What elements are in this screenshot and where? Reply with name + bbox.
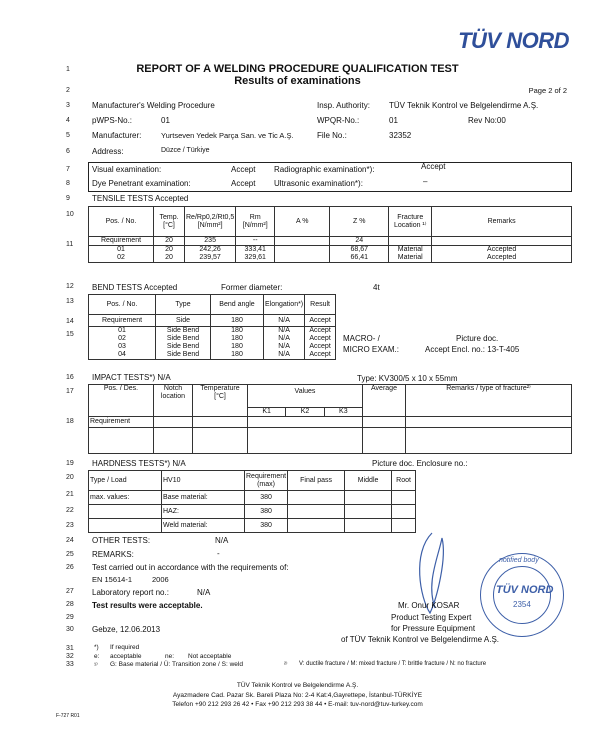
tensile-header-remarks: Remarks bbox=[432, 207, 572, 237]
place-date: Gebze, 12.06.2013 bbox=[92, 625, 161, 634]
line-number: 30 bbox=[66, 626, 74, 633]
cell: 02 bbox=[89, 335, 156, 343]
hardness-header-hv: HV10 bbox=[162, 471, 245, 491]
cell: Material bbox=[389, 254, 432, 263]
cell: 333,41 bbox=[236, 246, 275, 255]
cell: 242,26 bbox=[185, 246, 236, 255]
tensile-header-a: A % bbox=[275, 207, 330, 237]
lab-report-value: N/A bbox=[197, 588, 211, 597]
tensile-header-re: Re/Rp0,2/Rt0,5 [N/mm²] bbox=[185, 207, 236, 237]
line-number: 8 bbox=[66, 180, 70, 187]
footnote-marker: *) bbox=[94, 644, 99, 651]
stamp-number: 2354 bbox=[513, 600, 531, 609]
line-number: 1 bbox=[66, 66, 70, 73]
pwps-label: pWPS-No.: bbox=[92, 116, 133, 125]
impact-header-temp: Temperature [°C] bbox=[193, 385, 248, 417]
tensile-header-pos: Pos. / No. bbox=[89, 207, 154, 237]
k3-label: K3 bbox=[324, 408, 362, 416]
remarks-value: - bbox=[217, 549, 220, 558]
cell: Accepted bbox=[432, 246, 572, 255]
footer-company: TÜV Teknik Kontrol ve Belgelendirme A.Ş. bbox=[236, 682, 359, 689]
insp-authority-value: TÜV Teknik Kontrol ve Belgelendirme A.Ş. bbox=[389, 101, 539, 110]
line-number: 33 bbox=[66, 661, 74, 668]
tensile-table bbox=[88, 206, 572, 263]
cell: 180 bbox=[211, 315, 264, 327]
footnote-text: V: ductile fracture / M: mixed fracture / T: brittle fracture / N: no fracture bbox=[299, 661, 487, 667]
rev-no: Rev No:00 bbox=[468, 116, 506, 125]
impact-header-average: Average bbox=[363, 385, 406, 417]
form-code: F-727 R01 bbox=[56, 713, 80, 719]
footnote-marker: e: bbox=[94, 653, 100, 660]
line-number: 24 bbox=[66, 537, 74, 544]
cell: HAZ: bbox=[162, 505, 245, 519]
line-number: 13 bbox=[66, 298, 74, 305]
impact-header-pos: Pos. / Des. bbox=[89, 385, 154, 417]
accept-enclosure: Accept Encl. no.: 13-T-405 bbox=[425, 345, 520, 354]
cell: Side Bend bbox=[156, 335, 211, 343]
stamp-logo: TÜV NORD bbox=[496, 584, 554, 596]
cell: Side Bend bbox=[156, 327, 211, 336]
footnote-marker: ne: bbox=[165, 653, 175, 660]
cell: 239,57 bbox=[185, 254, 236, 263]
cell: -- bbox=[236, 237, 275, 246]
ultra-label: Ultrasonic examination*): bbox=[274, 179, 363, 188]
cell: Weld material: bbox=[162, 519, 245, 533]
tensile-header-temp: Temp. [°C] bbox=[154, 207, 185, 237]
hardness-picture-doc: Picture doc. Enclosure no.: bbox=[372, 459, 468, 468]
former-value: 4t bbox=[373, 283, 380, 292]
manufacturer-label: Manufacturer: bbox=[92, 131, 142, 140]
table-row bbox=[89, 246, 572, 255]
line-number: 10 bbox=[66, 211, 74, 218]
impact-table bbox=[88, 384, 572, 454]
line-number: 3 bbox=[66, 102, 70, 109]
signer-name: Mr. Onur KOSAR bbox=[398, 601, 460, 610]
line-number: 19 bbox=[66, 460, 74, 467]
line-number: 6 bbox=[66, 148, 70, 155]
cell: N/A bbox=[264, 351, 305, 360]
cell: N/A bbox=[264, 343, 305, 351]
standard-year: 2006 bbox=[152, 575, 169, 584]
bend-header-angle: Bend angle bbox=[211, 295, 264, 315]
manufacturer-wps-label: Manufacturer's Welding Procedure bbox=[92, 101, 215, 110]
cell: 180 bbox=[211, 351, 264, 360]
address-label: Address: bbox=[92, 147, 124, 156]
line-number: 20 bbox=[66, 474, 74, 481]
cell bbox=[432, 237, 572, 246]
radio-label: Radiographic examination*): bbox=[274, 165, 375, 174]
line-number: 28 bbox=[66, 601, 74, 608]
table-row bbox=[89, 343, 336, 351]
bend-requirement-row bbox=[89, 315, 336, 327]
tuv-nord-logo: TÜV NORD bbox=[458, 28, 569, 53]
table-row bbox=[89, 505, 416, 519]
impact-requirement: Requirement bbox=[89, 417, 154, 428]
footnote-marker: ²⁾ bbox=[284, 662, 288, 668]
cell: 04 bbox=[89, 351, 156, 360]
cell: N/A bbox=[264, 335, 305, 343]
report-title: REPORT OF A WELDING PROCEDURE QUALIFICATION TEST bbox=[136, 63, 459, 75]
cell: 01 bbox=[89, 327, 156, 336]
page-number: Page 2 of 2 bbox=[528, 86, 567, 95]
table-row bbox=[89, 254, 572, 263]
cell: Accepted bbox=[432, 254, 572, 263]
cell: Accept bbox=[305, 343, 336, 351]
macro-label: MACRO- / bbox=[343, 334, 380, 343]
impact-title: IMPACT TESTS*) N/A bbox=[92, 373, 171, 382]
standard: EN 15614-1 bbox=[92, 575, 133, 584]
cell: Accept bbox=[305, 327, 336, 336]
line-number: 26 bbox=[66, 564, 74, 571]
footnote-marker: ¹⁾ bbox=[94, 662, 98, 669]
footer-contact: Telefon +90 212 293 26 42 • Fax +90 212 293 38 44 • E-mail: tuv-nord@tuv-turkey.com bbox=[172, 701, 423, 708]
file-value: 32352 bbox=[389, 131, 412, 140]
line-number: 7 bbox=[66, 166, 70, 173]
table-row bbox=[89, 519, 416, 533]
cell: Side Bend bbox=[156, 343, 211, 351]
cell: Side Bend bbox=[156, 351, 211, 360]
footnote-text: Not acceptable bbox=[188, 653, 232, 660]
cell bbox=[389, 237, 432, 246]
bend-header-result: Result bbox=[305, 295, 336, 315]
cell: 20 bbox=[154, 254, 185, 263]
cell: Base material: bbox=[162, 491, 245, 505]
bend-table bbox=[88, 294, 336, 360]
footer-address: Ayazmadere Cad. Pazar Sk. Bareli Plaza No: 2-4 Kat:4,Gayrettepe, İstanbul-TÜRKİYE bbox=[172, 692, 423, 699]
visual-label: Visual examination: bbox=[92, 165, 162, 174]
cell: 20 bbox=[154, 237, 185, 246]
line-number: 18 bbox=[66, 418, 74, 425]
cell: Accept bbox=[305, 335, 336, 343]
pwps-value: 01 bbox=[161, 116, 170, 125]
signer-role-2: for Pressure Equipment bbox=[391, 624, 476, 633]
line-number: 25 bbox=[66, 551, 74, 558]
carried-out-text: Test carried out in accordance with the requirements of: bbox=[92, 563, 289, 572]
table-row bbox=[89, 335, 336, 343]
cell: 380 bbox=[245, 505, 288, 519]
visual-value: Accept bbox=[231, 165, 256, 174]
cell: Requirement bbox=[89, 315, 156, 327]
cell: 380 bbox=[245, 519, 288, 533]
tensile-header-rm: Rm [N/mm²] bbox=[236, 207, 275, 237]
hardness-header-req: Requirement (max) bbox=[245, 471, 288, 491]
other-tests-value: N/A bbox=[215, 536, 229, 545]
tensile-header-fracture: Fracture Location ¹⁾ bbox=[389, 207, 432, 237]
hardness-header-root: Root bbox=[392, 471, 416, 491]
cell: 01 bbox=[89, 246, 154, 255]
line-number: 22 bbox=[66, 507, 74, 514]
cell: N/A bbox=[264, 315, 305, 327]
cell: 68,67 bbox=[330, 246, 389, 255]
k2-label: K2 bbox=[285, 408, 323, 416]
dye-value: Accept bbox=[231, 179, 256, 188]
footnote-text: G: Base material / Ü: Transition zone / S: weld bbox=[110, 661, 243, 668]
wpqr-label: WPQR-No.: bbox=[317, 116, 360, 125]
table-row bbox=[89, 327, 336, 336]
other-tests-label: OTHER TESTS: bbox=[92, 536, 151, 545]
cell bbox=[275, 254, 330, 263]
dye-label: Dye Penetrant examination: bbox=[92, 179, 191, 188]
former-label: Former diameter: bbox=[221, 283, 283, 292]
line-number: 9 bbox=[66, 195, 70, 202]
remarks-label: REMARKS: bbox=[92, 550, 134, 559]
cell: 180 bbox=[211, 343, 264, 351]
bend-header-elong: Elongation*) bbox=[264, 295, 305, 315]
micro-label: MICRO EXAM.: bbox=[343, 345, 400, 354]
hardness-title: HARDNESS TESTS*) N/A bbox=[92, 459, 186, 468]
bend-title: BEND TESTS Accepted bbox=[92, 283, 178, 292]
line-number: 23 bbox=[66, 522, 74, 529]
cell: Accept bbox=[305, 315, 336, 327]
signer-role-1: Product Testing Expert bbox=[391, 613, 472, 622]
wpqr-value: 01 bbox=[389, 116, 398, 125]
line-number: 5 bbox=[66, 132, 70, 139]
hardness-max-label: max. values: bbox=[89, 491, 162, 505]
line-number: 21 bbox=[66, 491, 74, 498]
line-number: 29 bbox=[66, 614, 74, 621]
line-number: 11 bbox=[66, 241, 74, 248]
cell: Material bbox=[389, 246, 432, 255]
hardness-header-middle: Middle bbox=[345, 471, 392, 491]
ultra-value: – bbox=[423, 177, 428, 186]
line-number: 14 bbox=[66, 318, 74, 325]
cell: Side bbox=[156, 315, 211, 327]
cell: 03 bbox=[89, 343, 156, 351]
line-number: 12 bbox=[66, 283, 74, 290]
impact-k-row bbox=[248, 407, 362, 416]
radio-value: Accept bbox=[421, 162, 446, 171]
table-row bbox=[89, 491, 416, 505]
bend-header-pos: Pos. / No. bbox=[89, 295, 156, 315]
notified-body-stamp bbox=[480, 553, 564, 637]
hardness-table bbox=[88, 470, 416, 533]
address-value: Düzce / Türkiye bbox=[161, 147, 210, 154]
cell: 235 bbox=[185, 237, 236, 246]
line-number: 15 bbox=[66, 331, 74, 338]
tensile-header-z: Z % bbox=[330, 207, 389, 237]
hardness-header-final: Final pass bbox=[288, 471, 345, 491]
cell: 180 bbox=[211, 335, 264, 343]
line-number: 16 bbox=[66, 374, 74, 381]
tensile-requirement-row bbox=[89, 237, 572, 246]
line-number: 4 bbox=[66, 117, 70, 124]
cell: 24 bbox=[330, 237, 389, 246]
hardness-header-type: Type / Load bbox=[89, 471, 162, 491]
cell: 380 bbox=[245, 491, 288, 505]
impact-header-notch: Notch location bbox=[154, 385, 193, 417]
line-number: 27 bbox=[66, 588, 74, 595]
footnote-text: If required bbox=[110, 644, 140, 651]
lab-report-label: Laboratory report no.: bbox=[92, 588, 169, 597]
manufacturer-value: Yurtseven Yedek Parça San. ve Tic A.Ş. bbox=[161, 131, 294, 140]
cell: 02 bbox=[89, 254, 154, 263]
report-subtitle: Results of examinations bbox=[234, 75, 361, 87]
table-row bbox=[89, 351, 336, 360]
line-number: 2 bbox=[66, 87, 70, 94]
footnote-text: acceptable bbox=[110, 653, 142, 660]
cell bbox=[275, 237, 330, 246]
bend-header-type: Type bbox=[156, 295, 211, 315]
insp-authority-label: Insp. Authority: bbox=[317, 101, 370, 110]
line-number: 17 bbox=[66, 388, 74, 395]
impact-type: Type: KV300/5 x 10 x 55mm bbox=[357, 374, 458, 383]
acceptable-statement: Test results were acceptable. bbox=[92, 601, 203, 610]
tensile-title: TENSILE TESTS Accepted bbox=[92, 194, 189, 203]
stamp-top-text: notified body bbox=[499, 557, 539, 564]
cell: Accept bbox=[305, 351, 336, 360]
cell: 66,41 bbox=[330, 254, 389, 263]
impact-header-remarks: Remarks / type of fracture²⁾ bbox=[406, 385, 572, 417]
signer-role-3: of TÜV Teknik Kontrol ve Belgelendirme A.Ş. bbox=[341, 635, 500, 644]
impact-values-cell bbox=[248, 385, 363, 417]
cell: 180 bbox=[211, 327, 264, 336]
line-number: 32 bbox=[66, 653, 74, 660]
cell: 329,61 bbox=[236, 254, 275, 263]
line-number: 31 bbox=[66, 645, 74, 652]
cell: Requirement bbox=[89, 237, 154, 246]
impact-header-values: Values bbox=[294, 388, 316, 395]
cell: N/A bbox=[264, 327, 305, 336]
file-label: File No.: bbox=[317, 131, 347, 140]
picture-doc-label: Picture doc. bbox=[456, 334, 499, 343]
k1-label: K1 bbox=[262, 408, 271, 415]
cell bbox=[275, 246, 330, 255]
cell: 20 bbox=[154, 246, 185, 255]
